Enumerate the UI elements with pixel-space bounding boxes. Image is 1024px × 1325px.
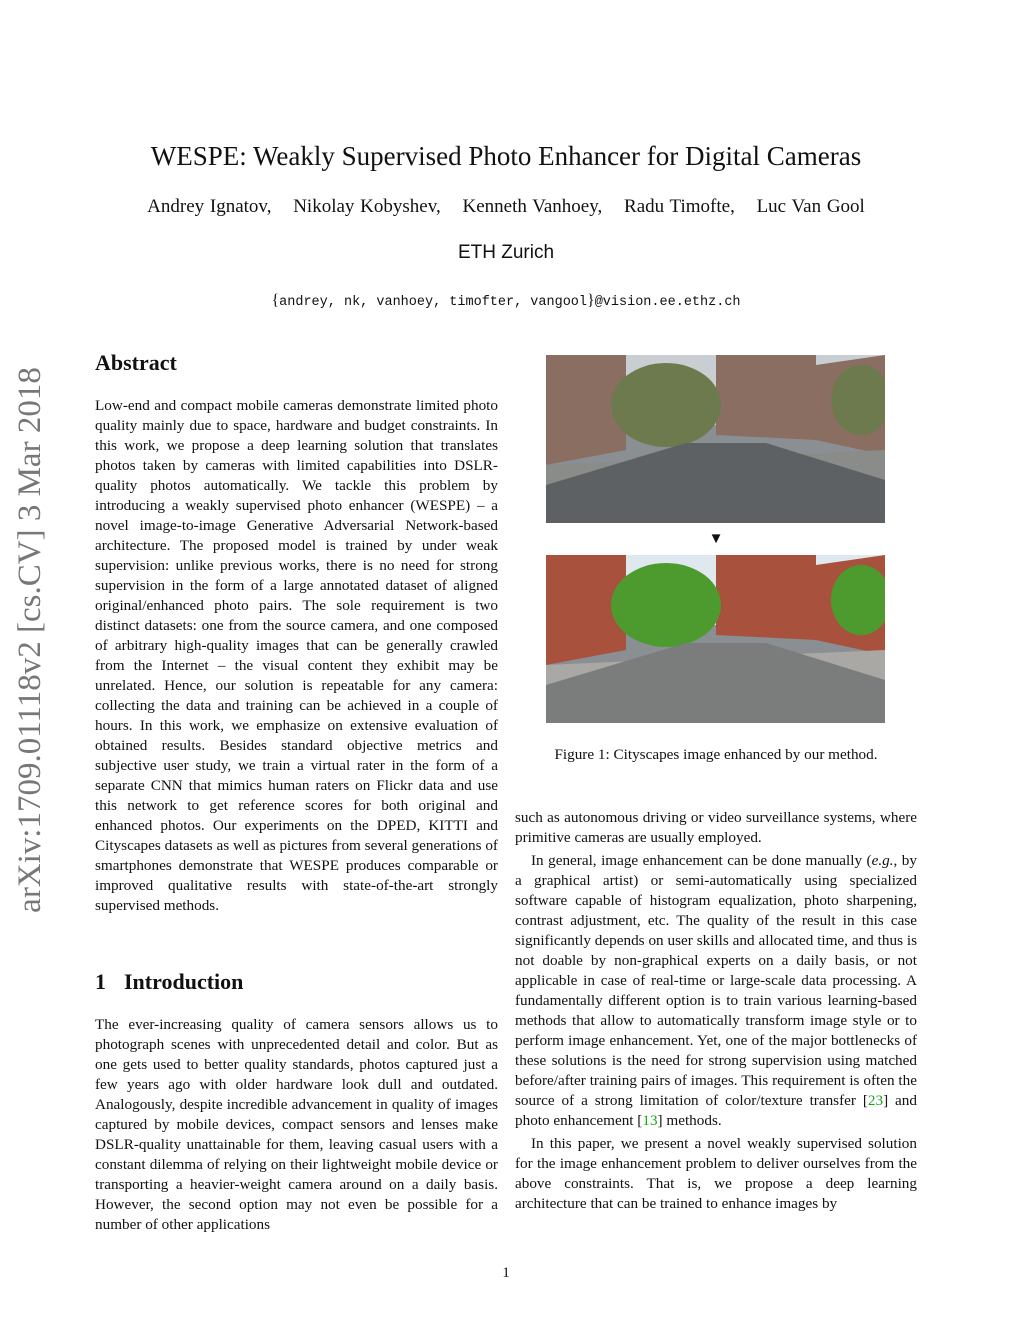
intro-paragraph-1: The ever-increasing quality of camera sensors allows us to photograph scenes with unprecedented detail and color. But as one gets used to better quality standards, photos captured just a few years ago with older hardware look dull and outdated. Analogously, despite incredible advancement in quality of images captured by mobile devices, compact sensors and lenses make DSLR-quality unattainable for them, leaving casual users with a constant dilemma of relying on their lightweight mobile device or transporting a heavier-weight camera around on a daily basis. However, the second option may not even be possible for a number of other applications xyxy=(95,1016,498,1233)
introduction-body-left xyxy=(95,1015,498,1235)
introduction-heading xyxy=(95,968,498,996)
figure-caption: Figure 1: Cityscapes image enhanced by our method. xyxy=(554,746,878,763)
para2-part-c: ] and photo enhancement [ xyxy=(515,1092,917,1129)
para2-part-d: ] methods. xyxy=(657,1112,722,1129)
author-name: Radu Timofte, xyxy=(624,196,735,217)
author-name: Kenneth Vanhoey, xyxy=(462,196,603,217)
abstract-text: Low-end and compact mobile cameras demonstrate limited photo quality mainly due to space, hardware and budget constraints. In this work, we propose a deep learning solution that translates photos taken by cameras with limited capabilities into DSLR-quality photos automatically. We tackle this problem by introducing a weakly supervised photo enhancer (WESPE) – a novel image-to-image Generative Adversarial Network-based architecture. The proposed model is trained by under weak supervision: unlike previous works, there is no need for strong supervision in the form of a large annotated dataset of aligned original/enhanced photo pairs. The sole requirement is two distinct datasets: one from the source camera, and one composed of arbitrary high-quality images that can be generally crawled from the Internet – the visual content they exhibit may be unrelated. Hence, our solution is repeatable for any camera: collecting the data and training can be achieved in a couple of hours. In this work, we emphasize on extensive evaluation of obtained results. Besides standard objective metrics and subjective user study, we train a virtual rater in the form of a separate CNN that mimics human raters on Flickr data and use this network to get reference scores for both original and enhanced photos. Our experiments on the DPED, KITTI and Cityscapes datasets as well as pictures from several generations of smartphones demonstrate that WESPE produces comparable or improved qualitative results with state-of-the-art strongly supervised methods. xyxy=(95,397,498,914)
author-name: Luc Van Gool xyxy=(756,196,865,217)
intro-paragraph-1-cont: such as autonomous driving or video surveillance systems, where primitive cameras are usually employed. xyxy=(515,809,917,846)
author-name: Andrey Ignatov, xyxy=(147,196,272,217)
street-scene-enhanced xyxy=(546,555,885,723)
para2-part-b: , by a graphical artist) or semi-automatically using specialized software capable of histogram equalization, photo sharpening, contrast adjustment, etc. The quality of the result in this case significantly depends on user skills and allocated time, and thus is not doable by non-graphical experts on a daily basis, or not applicable in case of real-time or large-scale data processing. A fundamentally different option is to train various learning-based methods that allow to automatically transform image style or to perform image enhancement. Yet, one of the major bottlenecks of these solutions is the need for strong supervision using matched before/after training pairs of images. This requirement is often the source of a strong limitation of color/texture transfer [ xyxy=(515,852,917,1109)
intro-paragraph-3: In this paper, we present a novel weakly supervised solution for the image enhancement problem to deliver ourselves from the above constraints. That is, we propose a deep learning architecture that can be trained to enhance images by xyxy=(515,1135,917,1212)
arrow-down-icon: ▼ xyxy=(708,531,724,547)
introduction-body-right xyxy=(515,808,917,1214)
para2-part-a: In general, image enhancement can be done manually ( xyxy=(531,852,872,869)
citation-link[interactable]: 23 xyxy=(867,1092,884,1109)
figure-original-image xyxy=(546,355,885,523)
arxiv-stamp: arXiv:1709.01118v2 [cs.CV] 3 Mar 2018 xyxy=(12,367,48,913)
email-list xyxy=(0,291,1012,313)
email-domain: @vision.ee.ethz.ch xyxy=(594,295,741,310)
affiliation: ETH Zurich xyxy=(457,242,555,263)
brace-open: { xyxy=(271,292,280,309)
abstract-body xyxy=(95,396,498,916)
author-name: Nikolay Kobyshev, xyxy=(293,196,441,217)
figure-enhanced-image xyxy=(546,555,885,723)
para2-eg: e.g. xyxy=(871,852,894,869)
page-number: 1 xyxy=(502,1264,510,1281)
paper-title: WESPE: Weakly Supervised Photo Enhancer for Digital Cameras xyxy=(150,141,862,171)
street-scene-original xyxy=(546,355,885,523)
section-number: 1 xyxy=(95,969,106,994)
author-list xyxy=(0,195,1012,219)
section-title: Introduction xyxy=(124,969,244,994)
citation-link[interactable]: 13 xyxy=(642,1112,658,1129)
abstract-heading: Abstract xyxy=(95,350,177,375)
brace-close: } xyxy=(587,292,595,309)
email-names: andrey, nk, vanhoey, timofter, vangool xyxy=(279,295,588,310)
intro-paragraph-2 xyxy=(515,851,917,1131)
